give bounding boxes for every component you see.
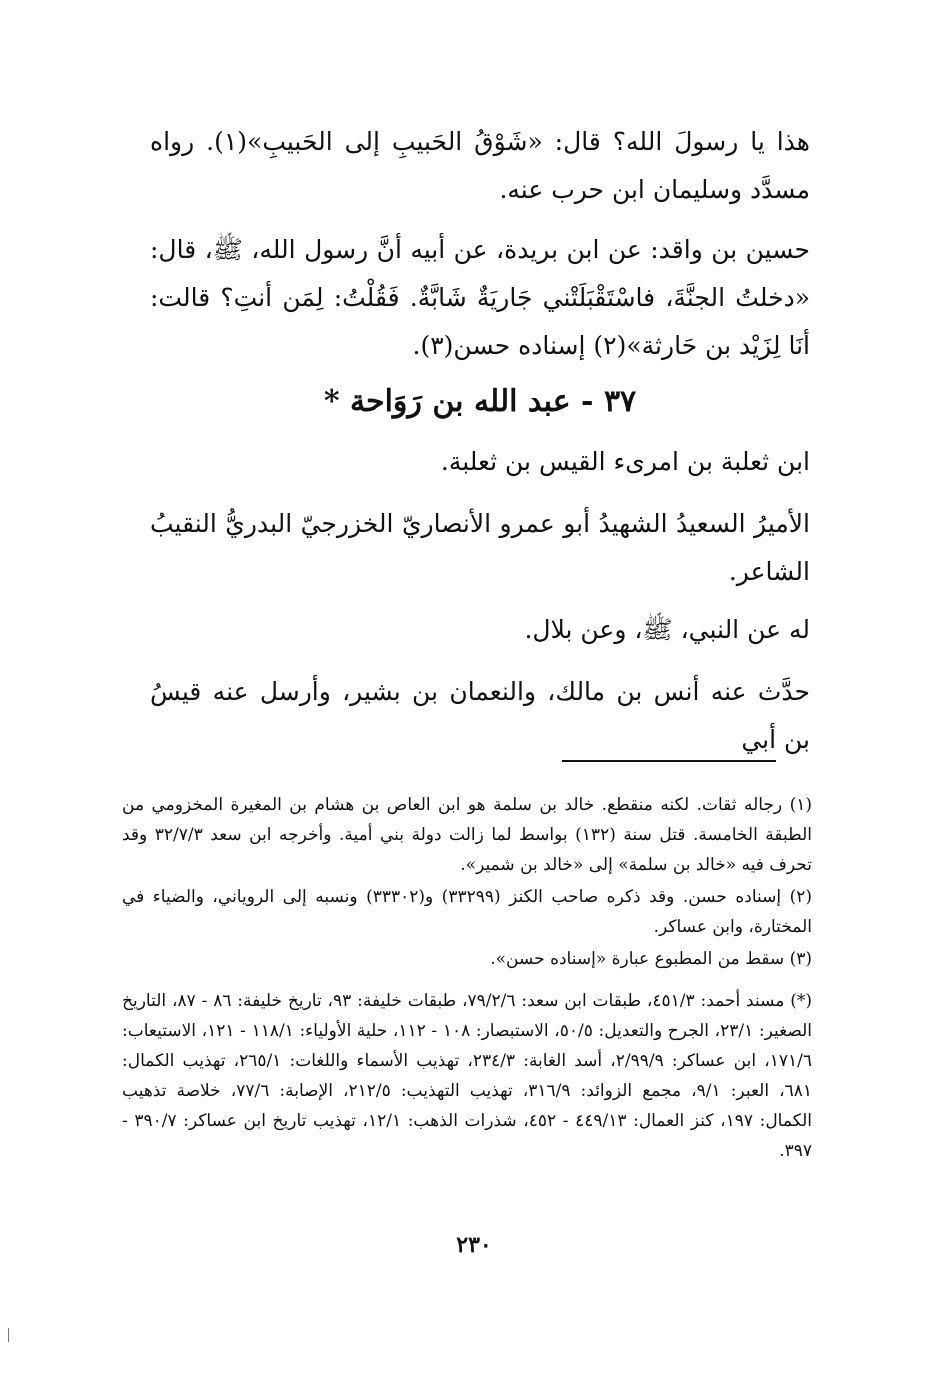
paragraph-4: الأميرُ السعيدُ الشهيدُ أبو عمرو الأنصاريّ الخزرجيّ البدريُّ النقيبُ الشاعر.	[150, 509, 810, 586]
footnote-1: (١) رجاله ثقات. لكنه منقطع. خالد بن سلمة هو ابن العاص بن هشام بن المغيرة المخزومي من الطبقة الخامسة. قتل سنة (١٣٢) بواسط لما زالت دولة بني أمية. وأخرجه ابن سعد ٣٢/٧/٣ وقد تحرف فيه «خالد بن سلمة» إلى «خالد بن شمير».	[122, 795, 812, 875]
paragraph-block-4	[150, 500, 810, 596]
footnote-block-1	[122, 790, 812, 880]
footnote-2: (٢) إسناده حسن. وقد ذكره صاحب الكنز (٣٣٢٩٩) و(٣٣٣٠٢) ونسبه إلى الروياني، والضياء في المختارة، وابن عساكر.	[122, 887, 812, 937]
footnote-block-3	[122, 944, 812, 974]
paragraph-2: حسين بن واقد: عن ابن بريدة، عن أبيه أنَّ رسول الله، ﷺ، قال: «دخلتُ الجنَّةَ، فاسْتَقْبَلَتْني جَاريَةٌ شَابَّةٌ. فَقُلْتُ: لِمَن أنتِ؟ قالت: أنَا لِزَيْد بن حَارثة»(٢) إسناده حسن(٣).	[150, 235, 810, 360]
page-number: ٢٣٠	[456, 1232, 492, 1258]
paragraph-block-3	[150, 438, 810, 486]
footnote-3: (٣) سقط من المطبوع عبارة «إسناده حسن».	[490, 949, 812, 969]
paragraph-3: ابن ثعلبة بن امرىء القيس بن ثعلبة.	[440, 447, 810, 476]
paragraph-block-1	[150, 118, 810, 214]
footnote-block-sources	[122, 986, 812, 1166]
paragraph-6: حدَّث عنه أنس بن مالك، والنعمان بن بشير، وأرسل عنه قيسُ بن أبي	[150, 677, 810, 754]
footnote-block-2	[122, 882, 812, 942]
paragraph-block-6	[150, 668, 810, 764]
paragraph-5: له عن النبي، ﷺ، وعن بلال.	[524, 615, 810, 644]
paragraph-block-5	[150, 606, 810, 654]
scan-edge-mark	[8, 1328, 9, 1342]
paragraph-1: هذا يا رسولَ الله؟ قال: «شَوْقُ الحَبيبِ إلى الحَبيبِ»(١). رواه مسدَّد وسليمان ابن حرب عنه.	[150, 127, 810, 204]
paragraph-block-2	[150, 226, 810, 370]
footnote-sources: (*) مسند أحمد: ٤٥١/٣، طبقات ابن سعد: ٧٩/٢/٦، طبقات خليفة: ٩٣، تاريخ خليفة: ٨٦ - ٨٧، التاريخ الصغير: ٢٣/١، الجرح والتعديل: ٥٠/٥، الاستبصار: ١٠٨ - ١١٢، حلية الأولياء: ١١٨/١ - ١٢١، الاستيعاب: ١٧١/٦، ابن عساكر: ٢/٩٩/٩، أسد الغابة: ٢٣٤/٣، تهذيب الأسماء واللغات: ٢٦٥/١، تهذيب الكمال: ٦٨١، العبر: ٩/١، مجمع الزوائد: ٣١٦/٩، تهذيب التهذيب: ٢١٢/٥، الإصابة: ٧٧/٦، خلاصة تذهيب الكمال: ١٩٧، كنز العمال: ٤٤٩/١٣ - ٤٥٢، شذرات الذهب: ١٢/١، تهذيب تاريخ ابن عساكر: ٣٩٠/٧ - ٣٩٧.	[122, 991, 812, 1161]
footnote-separator	[562, 760, 776, 762]
section-heading: ٣٧ - عبد الله بن رَوَاحة *	[323, 384, 637, 419]
